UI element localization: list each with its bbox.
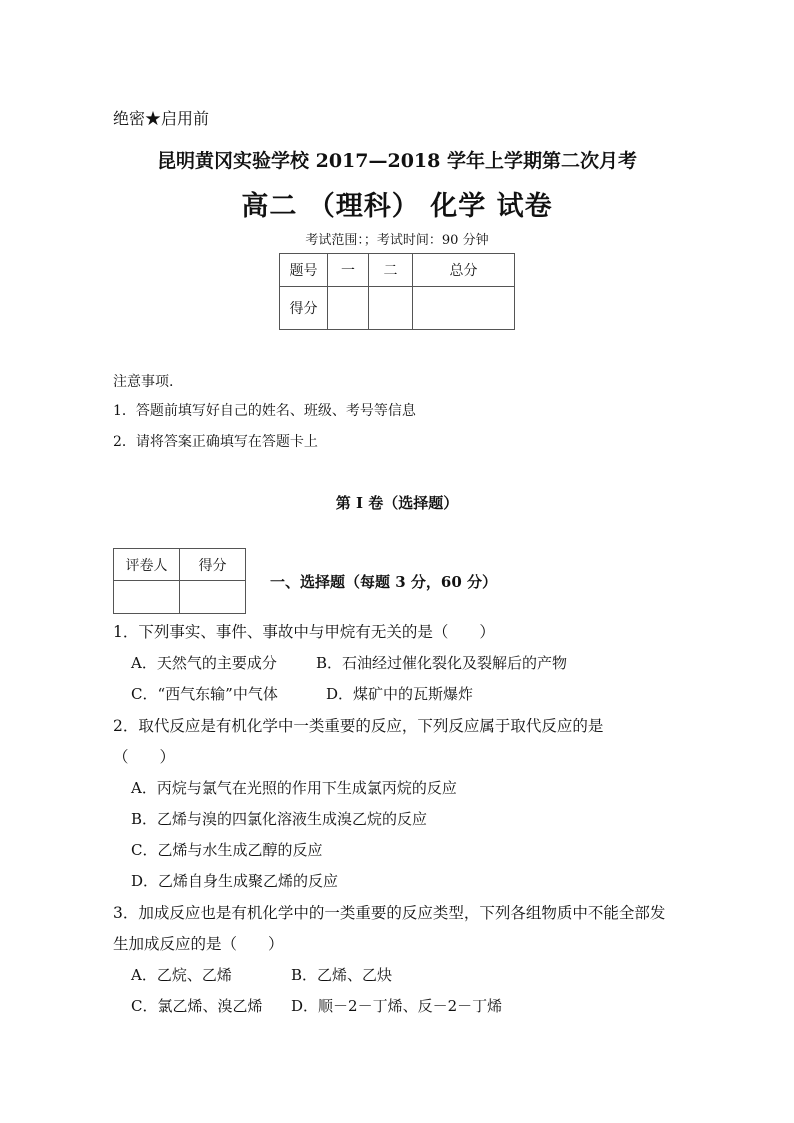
score-input-cell bbox=[369, 287, 413, 330]
grader-table-cell: 得分 bbox=[180, 549, 246, 581]
score-table-cell: 题号 bbox=[280, 254, 328, 287]
question-1-option-c: C．“西气东输”中气体 bbox=[131, 685, 278, 703]
confidential-label: 绝密★启用前 bbox=[113, 109, 210, 128]
question-2-option-c: C．乙烯与水生成乙醇的反应 bbox=[131, 841, 323, 859]
question-3-stem-cont: 生加成反应的是（ ） bbox=[113, 935, 284, 953]
score-table-cell: 总分 bbox=[413, 254, 515, 287]
question-2-option-b: B．乙烯与溴的四氯化溶液生成溴乙烷的反应 bbox=[131, 810, 428, 828]
question-1-option-a: A．天然气的主要成分 bbox=[131, 654, 277, 672]
question-2-stem-cont: （ ） bbox=[113, 748, 176, 766]
score-input-cell bbox=[413, 287, 515, 330]
part-title: 一、选择题（每题 3 分，60 分） bbox=[270, 573, 497, 591]
grader-table-blank-row bbox=[114, 581, 246, 614]
question-3-option-a: A．乙烷、乙烯 bbox=[131, 966, 232, 984]
grader-input-cell bbox=[180, 581, 246, 614]
note-item: 1．答题前填写好自己的姓名、班级、考号等信息 bbox=[113, 403, 416, 419]
exam-info: 考试范围：；考试时间：90 分钟 bbox=[305, 233, 489, 248]
question-3-stem: 3．加成反应也是有机化学中的一类重要的反应类型，下列各组物质中不能全部发 bbox=[113, 904, 666, 922]
notes-title: 注意事项. bbox=[113, 374, 174, 390]
school-exam-title: 昆明黄冈实验学校 2017—2018 学年上学期第二次月考 bbox=[157, 150, 637, 172]
question-1-option-d: D．煤矿中的瓦斯爆炸 bbox=[326, 685, 474, 703]
paper-title: 高二 （理科） 化学 试卷 bbox=[241, 191, 553, 222]
note-item: 2．请将答案正确填写在答题卡上 bbox=[113, 434, 318, 450]
question-3-option-c: C．氯乙烯、溴乙烯 bbox=[131, 997, 263, 1015]
question-1-option-b: B．石油经过催化裂化及裂解后的产物 bbox=[316, 654, 568, 672]
question-2-stem: 2．取代反应是有机化学中一类重要的反应，下列反应属于取代反应的是 bbox=[113, 717, 604, 735]
question-3-option-b: B．乙烯、乙炔 bbox=[291, 966, 393, 984]
score-table-cell: 二 bbox=[369, 254, 413, 287]
score-input-cell bbox=[328, 287, 369, 330]
question-3-option-d: D．顺－2－丁烯、反－2－丁烯 bbox=[291, 997, 503, 1015]
score-table bbox=[279, 253, 515, 330]
grader-table bbox=[113, 548, 246, 614]
score-table-cell: 得分 bbox=[280, 287, 328, 330]
score-table-score-row bbox=[280, 287, 515, 330]
grader-table-header-row bbox=[114, 549, 246, 581]
question-1-stem: 1．下列事实、事件、事故中与甲烷有无关的是（ ） bbox=[113, 623, 495, 641]
score-table-cell: 一 bbox=[328, 254, 369, 287]
score-table-header-row bbox=[280, 254, 515, 287]
grader-input-cell bbox=[114, 581, 180, 614]
section-title: 第 I 卷（选择题） bbox=[335, 494, 459, 512]
question-2-option-d: D．乙烯自身生成聚乙烯的反应 bbox=[131, 872, 339, 890]
question-2-option-a: A．丙烷与氯气在光照的作用下生成氯丙烷的反应 bbox=[131, 779, 457, 797]
grader-table-cell: 评卷人 bbox=[114, 549, 180, 581]
